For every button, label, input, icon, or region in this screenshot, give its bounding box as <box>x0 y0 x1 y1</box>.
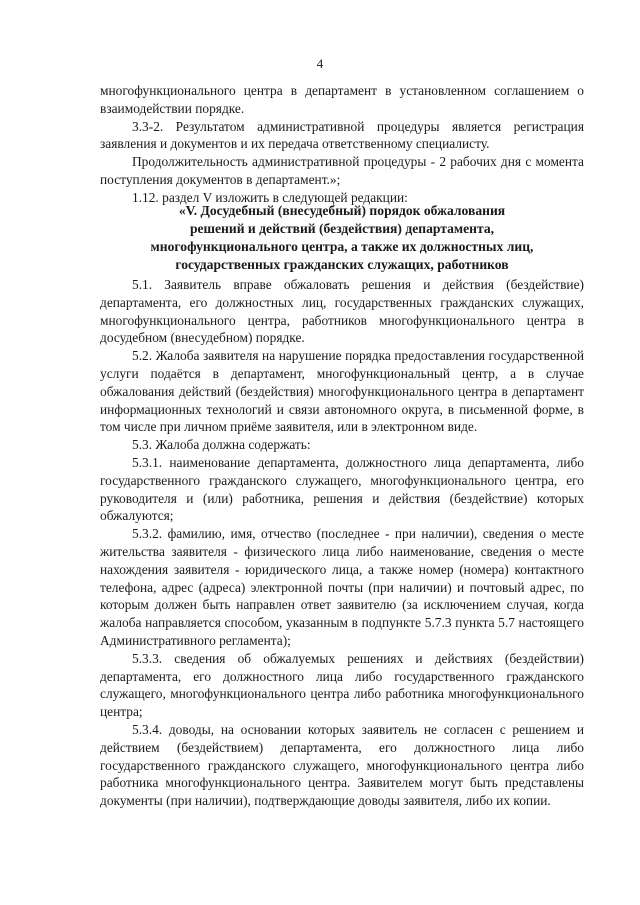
paragraph-5-3-2: 5.3.2. фамилию, имя, отчество (последнее - при наличии), сведения о месте жительства заявителя - физического лица либо наименование, сведения о месте нахождения заявителя - юридического лица, а также номер (номера) контактного телефона, адрес (адреса) электронной почты (при наличии) и почтовый адрес, по которым должен быть направлен ответ заявителю (за исключением случая, когда жалоба направляется способом, указанным в подпункте 5.7.3 пункта 5.7 настоящего Административного регламента); <box>100 526 584 648</box>
paragraph-5-3: 5.3. Жалоба должна содержать: <box>132 437 311 453</box>
section-heading <box>100 202 584 274</box>
paragraph-continuation: многофункционального центра в департамент в установленном соглашением о взаимодействии порядке. <box>100 83 584 116</box>
page-number: 4 <box>316 56 324 71</box>
heading-line: многофункционального центра, а также их должностных лиц, <box>150 239 534 254</box>
section-body <box>100 276 584 810</box>
intro-text <box>100 82 584 207</box>
paragraph-5-2: 5.2. Жалоба заявителя на нарушение порядка предоставления государственной услуги подаётся в департамент, многофункциональный центр, а в случае обжалования действий (бездействия) многофункционального центра в департамент информационных технологий и связи автономного округа, в письменной форме, в том числе при личном приёме заявителя, или в электронном виде. <box>100 348 584 435</box>
heading-line: решений и действий (бездействия) департамента, <box>189 221 495 236</box>
heading-line: государственных гражданских служащих, работников <box>175 257 509 272</box>
paragraph-5-3-4: 5.3.4. доводы, на основании которых заявитель не согласен с решением и действием (бездействием) департамента, его должностного лица либо государственного гражданского служащего, многофункционального центра либо работника многофункционального центра. Заявителем могут быть представлены документы (при наличии), подтверждающие доводы заявителя, либо их копии. <box>100 721 584 809</box>
paragraph-duration: Продолжительность административной процедуры - 2 рабочих дня с момента поступления документов в департамент.»; <box>100 154 584 187</box>
heading-line: «V. Досудебный (внесудебный) порядок обжалования <box>178 203 506 218</box>
paragraph-3-3-2: 3.3-2. Результатом административной процедуры является регистрация заявления и документов и их передача ответственному специалисту. <box>100 118 584 152</box>
paragraph-5-3-3: 5.3.3. сведения об обжалуемых решениях и действиях (бездействии) департамента, его должностного лица либо государственного гражданского служащего, многофункционального центра либо работника многофункционального центра; <box>100 650 584 720</box>
paragraph-1-12: 1.12. раздел V изложить в следующей редакции: <box>132 189 408 205</box>
paragraph-5-3-1: 5.3.1. наименование департамента, должностного лица департамента, либо государственного гражданского служащего, многофункционального центра, его руководителя и (или) работника, решения и действия (бездействие) которых обжалуются; <box>100 454 584 524</box>
paragraph-5-1: 5.1. Заявитель вправе обжаловать решения и действия (бездействие) департамента, его должностных лиц, государственных гражданских служащих, многофункционального центра, работников многофункционального центра в досудебном (внесудебном) порядке. <box>100 277 584 346</box>
